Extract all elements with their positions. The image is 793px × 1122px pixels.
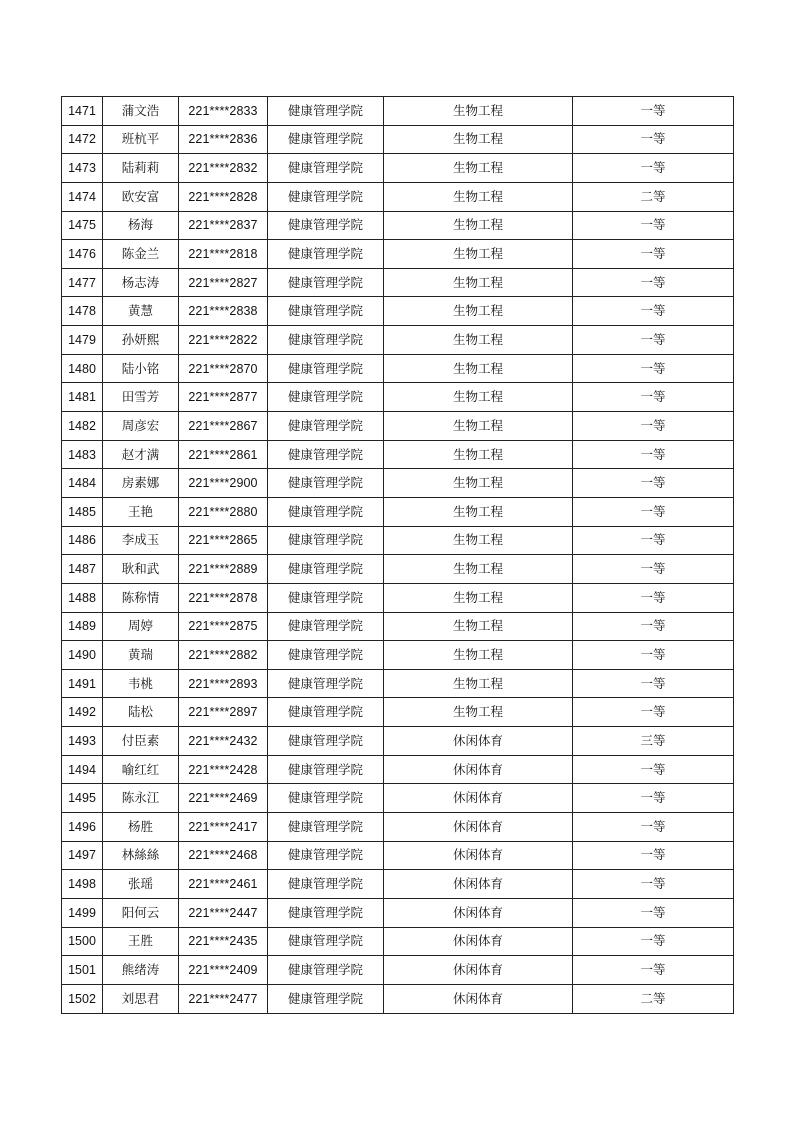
college-name: 健康管理学院 (268, 240, 384, 269)
major-name: 生物工程 (384, 354, 573, 383)
student-name: 黄慧 (103, 297, 179, 326)
row-number: 1473 (62, 154, 103, 183)
table-row (62, 469, 734, 498)
college-name: 健康管理学院 (268, 97, 384, 126)
table-row (62, 211, 734, 240)
table-row (62, 125, 734, 154)
table-row (62, 813, 734, 842)
row-number: 1501 (62, 956, 103, 985)
student-name: 欧安富 (103, 182, 179, 211)
table-row (62, 268, 734, 297)
table-row (62, 927, 734, 956)
major-name: 生物工程 (384, 641, 573, 670)
student-id: 221****2900 (179, 469, 268, 498)
student-name: 房素娜 (103, 469, 179, 498)
table-row (62, 784, 734, 813)
student-id: 221****2469 (179, 784, 268, 813)
student-name: 王胜 (103, 927, 179, 956)
award-grade: 一等 (573, 240, 734, 269)
award-grade: 一等 (573, 497, 734, 526)
major-name: 生物工程 (384, 326, 573, 355)
major-name: 生物工程 (384, 698, 573, 727)
major-name: 休闲体育 (384, 727, 573, 756)
row-number: 1496 (62, 813, 103, 842)
college-name: 健康管理学院 (268, 984, 384, 1013)
student-id: 221****2861 (179, 440, 268, 469)
award-grade: 一等 (573, 526, 734, 555)
student-name: 陈称情 (103, 583, 179, 612)
row-number: 1487 (62, 555, 103, 584)
student-id: 221****2828 (179, 182, 268, 211)
major-name: 生物工程 (384, 469, 573, 498)
award-grade: 一等 (573, 813, 734, 842)
table-row (62, 182, 734, 211)
student-id: 221****2447 (179, 898, 268, 927)
college-name: 健康管理学院 (268, 583, 384, 612)
college-name: 健康管理学院 (268, 669, 384, 698)
major-name: 生物工程 (384, 182, 573, 211)
college-name: 健康管理学院 (268, 841, 384, 870)
row-number: 1478 (62, 297, 103, 326)
college-name: 健康管理学院 (268, 555, 384, 584)
award-grade: 一等 (573, 641, 734, 670)
student-id: 221****2827 (179, 268, 268, 297)
row-number: 1491 (62, 669, 103, 698)
award-grade: 三等 (573, 727, 734, 756)
table-row (62, 412, 734, 441)
student-name: 阳何云 (103, 898, 179, 927)
student-name: 黄瑞 (103, 641, 179, 670)
major-name: 休闲体育 (384, 813, 573, 842)
major-name: 休闲体育 (384, 870, 573, 899)
row-number: 1499 (62, 898, 103, 927)
student-id: 221****2880 (179, 497, 268, 526)
college-name: 健康管理学院 (268, 469, 384, 498)
student-id: 221****2818 (179, 240, 268, 269)
college-name: 健康管理学院 (268, 898, 384, 927)
row-number: 1494 (62, 755, 103, 784)
row-number: 1482 (62, 412, 103, 441)
major-name: 生物工程 (384, 297, 573, 326)
student-id: 221****2865 (179, 526, 268, 555)
table-row (62, 898, 734, 927)
table-row (62, 440, 734, 469)
student-name: 陈永江 (103, 784, 179, 813)
row-number: 1488 (62, 583, 103, 612)
row-number: 1502 (62, 984, 103, 1013)
student-id: 221****2870 (179, 354, 268, 383)
student-name: 熊绪涛 (103, 956, 179, 985)
student-name: 田雪芳 (103, 383, 179, 412)
college-name: 健康管理学院 (268, 412, 384, 441)
row-number: 1497 (62, 841, 103, 870)
award-grade: 一等 (573, 898, 734, 927)
major-name: 休闲体育 (384, 956, 573, 985)
college-name: 健康管理学院 (268, 125, 384, 154)
award-grade: 一等 (573, 870, 734, 899)
college-name: 健康管理学院 (268, 268, 384, 297)
student-name: 杨志涛 (103, 268, 179, 297)
college-name: 健康管理学院 (268, 526, 384, 555)
award-grade: 一等 (573, 841, 734, 870)
award-grade: 一等 (573, 669, 734, 698)
award-grade: 一等 (573, 412, 734, 441)
student-id: 221****2878 (179, 583, 268, 612)
table-row (62, 297, 734, 326)
student-id: 221****2409 (179, 956, 268, 985)
row-number: 1495 (62, 784, 103, 813)
student-id: 221****2468 (179, 841, 268, 870)
student-name: 李成玉 (103, 526, 179, 555)
major-name: 生物工程 (384, 125, 573, 154)
award-grade: 一等 (573, 612, 734, 641)
student-id: 221****2877 (179, 383, 268, 412)
major-name: 生物工程 (384, 555, 573, 584)
table-row (62, 383, 734, 412)
student-id: 221****2832 (179, 154, 268, 183)
award-grade: 一等 (573, 383, 734, 412)
award-grade: 一等 (573, 211, 734, 240)
table-row (62, 956, 734, 985)
student-name: 陆松 (103, 698, 179, 727)
major-name: 生物工程 (384, 383, 573, 412)
table-row (62, 583, 734, 612)
student-name: 韦桃 (103, 669, 179, 698)
college-name: 健康管理学院 (268, 641, 384, 670)
major-name: 休闲体育 (384, 898, 573, 927)
table-row (62, 641, 734, 670)
student-name: 林絲絲 (103, 841, 179, 870)
award-grade: 一等 (573, 154, 734, 183)
table-row (62, 870, 734, 899)
student-id: 221****2822 (179, 326, 268, 355)
student-id: 221****2867 (179, 412, 268, 441)
table-row (62, 727, 734, 756)
row-number: 1476 (62, 240, 103, 269)
table-row (62, 326, 734, 355)
major-name: 休闲体育 (384, 984, 573, 1013)
table-row (62, 698, 734, 727)
student-name: 周彦宏 (103, 412, 179, 441)
award-grade: 一等 (573, 469, 734, 498)
student-id: 221****2837 (179, 211, 268, 240)
college-name: 健康管理学院 (268, 784, 384, 813)
table-row (62, 669, 734, 698)
college-name: 健康管理学院 (268, 927, 384, 956)
student-id: 221****2833 (179, 97, 268, 126)
table-row (62, 526, 734, 555)
award-grade: 一等 (573, 927, 734, 956)
student-id: 221****2882 (179, 641, 268, 670)
row-number: 1492 (62, 698, 103, 727)
table-row (62, 755, 734, 784)
student-name: 陆莉莉 (103, 154, 179, 183)
major-name: 生物工程 (384, 669, 573, 698)
student-id: 221****2435 (179, 927, 268, 956)
award-grade: 一等 (573, 440, 734, 469)
college-name: 健康管理学院 (268, 440, 384, 469)
major-name: 生物工程 (384, 154, 573, 183)
student-name: 杨胜 (103, 813, 179, 842)
award-grade: 一等 (573, 97, 734, 126)
row-number: 1471 (62, 97, 103, 126)
award-grade: 一等 (573, 125, 734, 154)
student-name: 张瑶 (103, 870, 179, 899)
row-number: 1483 (62, 440, 103, 469)
row-number: 1472 (62, 125, 103, 154)
college-name: 健康管理学院 (268, 727, 384, 756)
college-name: 健康管理学院 (268, 154, 384, 183)
row-number: 1486 (62, 526, 103, 555)
student-id: 221****2461 (179, 870, 268, 899)
major-name: 生物工程 (384, 97, 573, 126)
student-name: 班杭平 (103, 125, 179, 154)
major-name: 生物工程 (384, 240, 573, 269)
college-name: 健康管理学院 (268, 182, 384, 211)
college-name: 健康管理学院 (268, 870, 384, 899)
major-name: 生物工程 (384, 583, 573, 612)
college-name: 健康管理学院 (268, 497, 384, 526)
student-id: 221****2893 (179, 669, 268, 698)
row-number: 1481 (62, 383, 103, 412)
row-number: 1479 (62, 326, 103, 355)
table-row (62, 240, 734, 269)
award-grade: 一等 (573, 268, 734, 297)
award-grade: 一等 (573, 698, 734, 727)
award-grade: 一等 (573, 583, 734, 612)
college-name: 健康管理学院 (268, 698, 384, 727)
student-id: 221****2838 (179, 297, 268, 326)
student-id: 221****2889 (179, 555, 268, 584)
row-number: 1485 (62, 497, 103, 526)
student-name: 喻红红 (103, 755, 179, 784)
major-name: 生物工程 (384, 612, 573, 641)
college-name: 健康管理学院 (268, 326, 384, 355)
major-name: 生物工程 (384, 526, 573, 555)
student-name: 耿和武 (103, 555, 179, 584)
major-name: 休闲体育 (384, 755, 573, 784)
row-number: 1500 (62, 927, 103, 956)
student-name: 周婷 (103, 612, 179, 641)
roster-table (61, 96, 734, 1014)
student-name: 孙妍熙 (103, 326, 179, 355)
table-row (62, 612, 734, 641)
row-number: 1489 (62, 612, 103, 641)
student-id: 221****2875 (179, 612, 268, 641)
award-grade: 一等 (573, 326, 734, 355)
row-number: 1477 (62, 268, 103, 297)
student-name: 杨海 (103, 211, 179, 240)
student-name: 陈金兰 (103, 240, 179, 269)
student-id: 221****2432 (179, 727, 268, 756)
college-name: 健康管理学院 (268, 612, 384, 641)
student-id: 221****2897 (179, 698, 268, 727)
student-name: 付臣素 (103, 727, 179, 756)
award-grade: 一等 (573, 956, 734, 985)
award-grade: 二等 (573, 182, 734, 211)
table-row (62, 97, 734, 126)
table-row (62, 497, 734, 526)
award-grade: 二等 (573, 984, 734, 1013)
row-number: 1498 (62, 870, 103, 899)
college-name: 健康管理学院 (268, 354, 384, 383)
student-name: 刘思君 (103, 984, 179, 1013)
college-name: 健康管理学院 (268, 211, 384, 240)
student-name: 赵才满 (103, 440, 179, 469)
award-grade: 一等 (573, 297, 734, 326)
college-name: 健康管理学院 (268, 755, 384, 784)
row-number: 1493 (62, 727, 103, 756)
student-name: 王艳 (103, 497, 179, 526)
row-number: 1474 (62, 182, 103, 211)
major-name: 生物工程 (384, 412, 573, 441)
row-number: 1490 (62, 641, 103, 670)
student-id: 221****2836 (179, 125, 268, 154)
major-name: 休闲体育 (384, 841, 573, 870)
college-name: 健康管理学院 (268, 813, 384, 842)
table-row (62, 154, 734, 183)
major-name: 生物工程 (384, 497, 573, 526)
award-grade: 一等 (573, 784, 734, 813)
student-name: 陆小铭 (103, 354, 179, 383)
award-grade: 一等 (573, 555, 734, 584)
row-number: 1484 (62, 469, 103, 498)
college-name: 健康管理学院 (268, 383, 384, 412)
major-name: 休闲体育 (384, 784, 573, 813)
major-name: 生物工程 (384, 268, 573, 297)
table-row (62, 984, 734, 1013)
college-name: 健康管理学院 (268, 956, 384, 985)
student-id: 221****2428 (179, 755, 268, 784)
roster-table-body (62, 97, 734, 1014)
student-id: 221****2477 (179, 984, 268, 1013)
major-name: 生物工程 (384, 440, 573, 469)
major-name: 休闲体育 (384, 927, 573, 956)
award-grade: 一等 (573, 354, 734, 383)
student-id: 221****2417 (179, 813, 268, 842)
table-row (62, 354, 734, 383)
row-number: 1480 (62, 354, 103, 383)
student-name: 蒲文浩 (103, 97, 179, 126)
award-grade: 一等 (573, 755, 734, 784)
row-number: 1475 (62, 211, 103, 240)
table-row (62, 841, 734, 870)
college-name: 健康管理学院 (268, 297, 384, 326)
major-name: 生物工程 (384, 211, 573, 240)
table-row (62, 555, 734, 584)
